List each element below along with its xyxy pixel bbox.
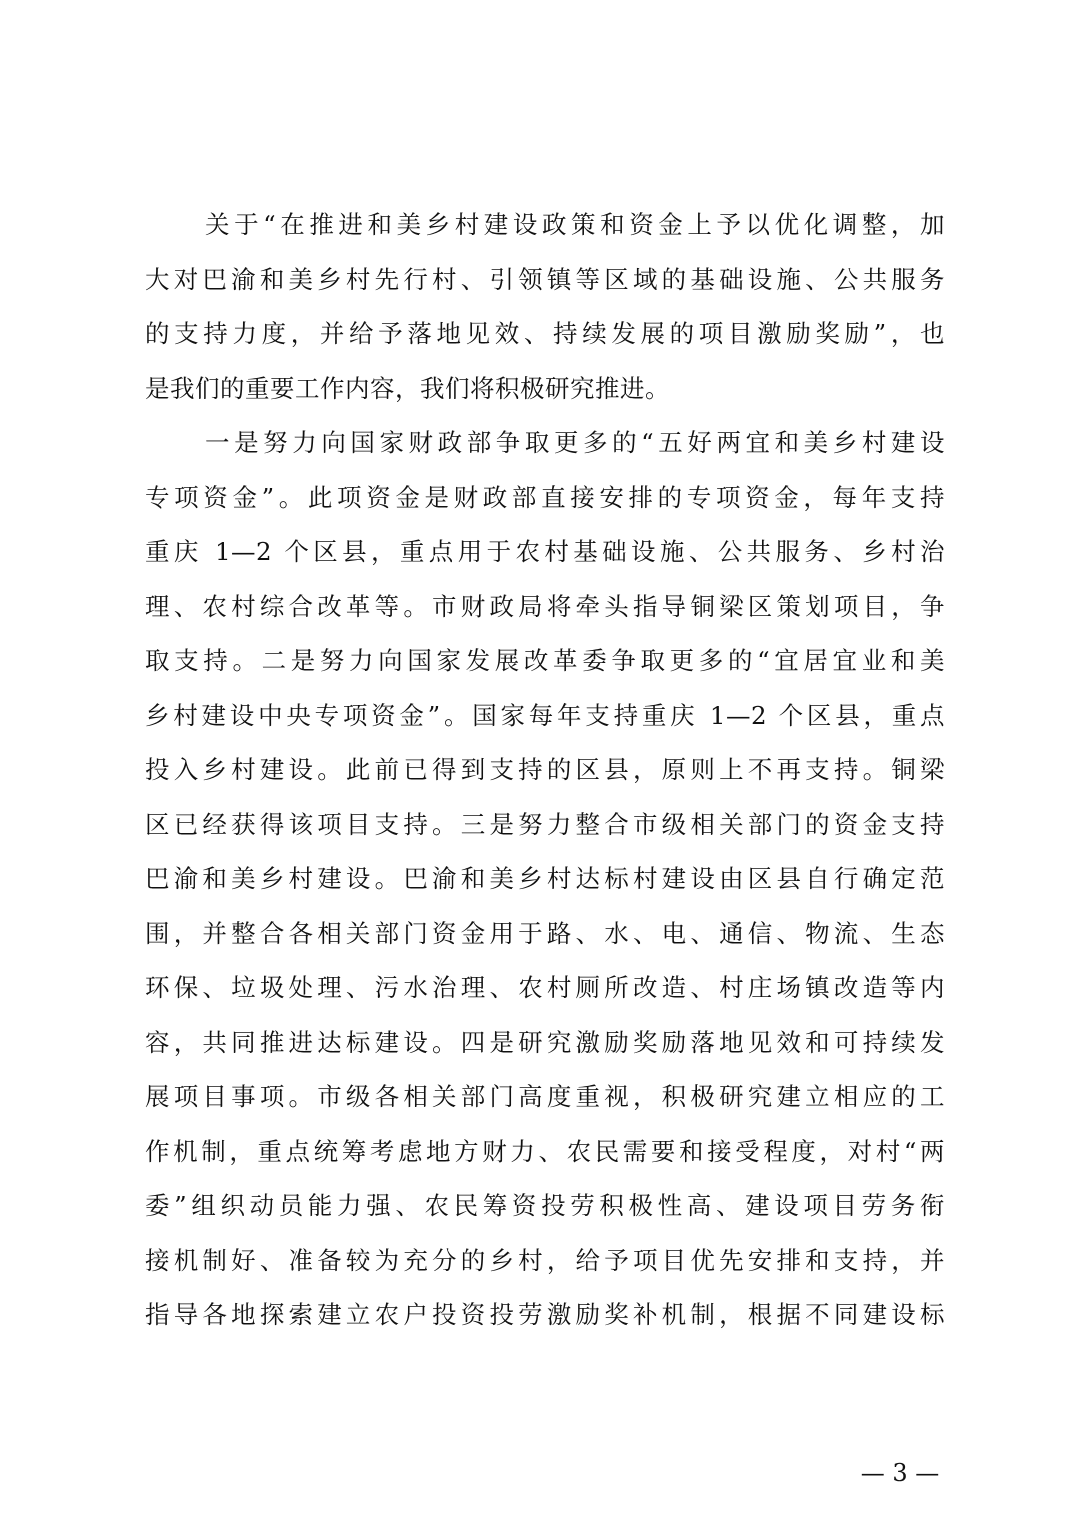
paragraph-line: 大对巴渝和美乡村先行村、引领镇等区域的基础设施、公共服务 bbox=[145, 264, 945, 294]
paragraph-line: 专项资金”。此项资金是财政部直接安排的专项资金，每年支持 bbox=[145, 482, 945, 512]
paragraph-line: 展项目事项。市级各相关部门高度重视，积极研究建立相应的工 bbox=[145, 1082, 945, 1111]
paragraph-line: 指导各地探索建立农户投资投劳激励奖补机制，根据不同建设标 bbox=[145, 1300, 945, 1329]
paragraph-line: 一是努力向国家财政部争取更多的“五好两宜和美乡村建设 bbox=[205, 428, 945, 457]
paragraph-line: 关于“在推进和美乡村建设政策和资金上予以优化调整，加 bbox=[205, 210, 945, 239]
paragraph-line: 区已经获得该项目支持。三是努力整合市级相关部门的资金支持 bbox=[145, 809, 945, 839]
paragraph-line: 委”组织动员能力强、农民筹资投劳积极性高、建设项目劳务衔 bbox=[145, 1191, 945, 1220]
paragraph-line: 取支持。二是努力向国家发展改革委争取更多的“宜居宜业和美 bbox=[145, 646, 945, 675]
page-number: — 3 — bbox=[860, 1459, 940, 1487]
paragraph-line: 作机制，重点统筹考虑地方财力、农民需要和接受程度，对村“两 bbox=[145, 1136, 945, 1166]
paragraph-line: 重庆 1—2 个区县，重点用于农村基础设施、公共服务、乡村治 bbox=[145, 537, 945, 566]
paragraph-line: 接机制好、准备较为充分的乡村，给予项目优先安排和支持，并 bbox=[145, 1245, 945, 1275]
document-body bbox=[145, 198, 945, 1343]
paragraph-line: 巴渝和美乡村建设。巴渝和美乡村达标村建设由区县自行确定范 bbox=[145, 864, 945, 893]
paragraph-line: 围，并整合各相关部门资金用于路、水、电、通信、物流、生态 bbox=[145, 918, 945, 948]
paragraph-line: 乡村建设中央专项资金”。国家每年支持重庆 1—2 个区县，重点 bbox=[145, 700, 945, 730]
paragraph-line: 投入乡村建设。此前已得到支持的区县，原则上不再支持。铜梁 bbox=[145, 755, 945, 784]
paragraph-line: 环保、垃圾处理、污水治理、农村厕所改造、村庄场镇改造等内 bbox=[145, 973, 945, 1002]
paragraph-line: 的支持力度，并给予落地见效、持续发展的项目激励奖励”，也 bbox=[145, 319, 945, 348]
paragraph-line: 是我们的重要工作内容，我们将积极研究推进。 bbox=[145, 373, 670, 403]
paragraph-line: 理、农村综合改革等。市财政局将牵头指导铜梁区策划项目，争 bbox=[145, 591, 945, 621]
paragraph-line: 容，共同推进达标建设。四是研究激励奖励落地见效和可持续发 bbox=[145, 1027, 945, 1057]
